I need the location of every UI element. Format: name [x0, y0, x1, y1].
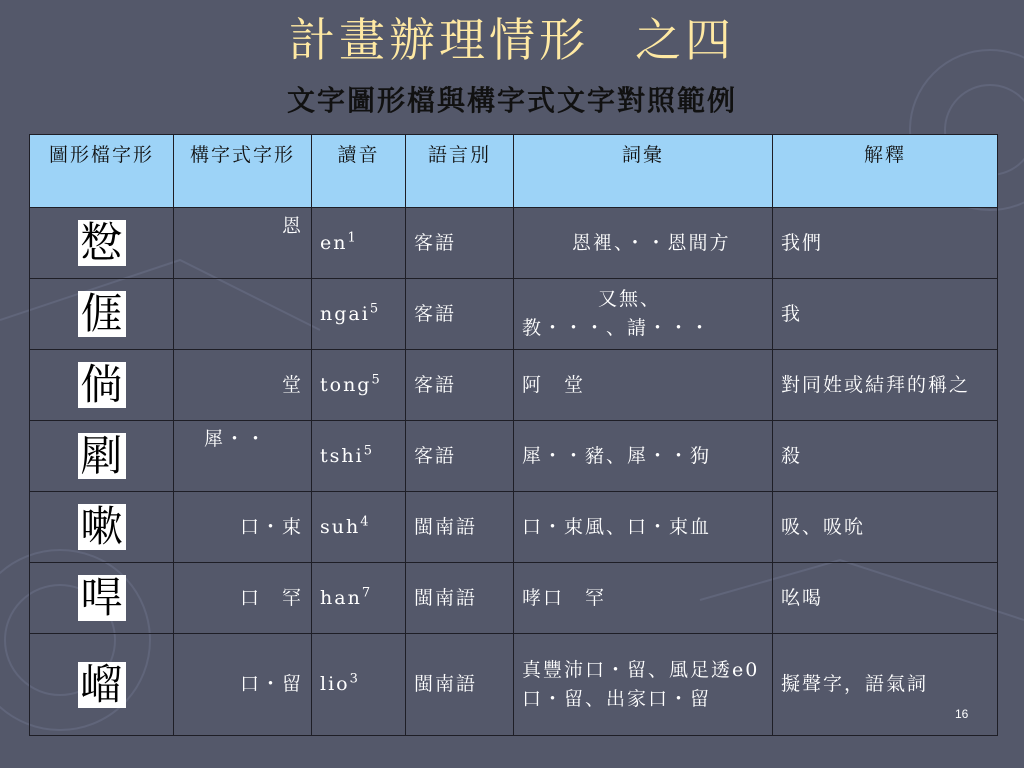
table-row: [30, 279, 998, 350]
language-cell: 客語: [406, 350, 514, 421]
language-cell: 閩南語: [406, 563, 514, 634]
language-cell: 客語: [406, 208, 514, 279]
reading-cell: [312, 634, 406, 736]
reading-cell: [312, 279, 406, 350]
composed-form-cell: 口・留: [174, 634, 312, 736]
slide-title-suffix: 之四: [635, 13, 735, 67]
header-composed-form: 構字式字形: [174, 135, 312, 208]
reading-text: suh: [320, 515, 361, 538]
language-cell: 客語: [406, 421, 514, 492]
meaning-cell: 對同姓或結拜的稱之: [773, 350, 998, 421]
glyph-image-cell: [30, 563, 174, 634]
slide-subtitle: 文字圖形檔與構字式文字對照範例: [286, 84, 737, 117]
glyph-image: 嗽: [78, 504, 126, 550]
tone-number: 1: [347, 230, 358, 246]
glyph-image: 㓾: [78, 433, 126, 479]
composed-form-cell: 堂: [174, 350, 312, 421]
reading-text: tshi: [320, 444, 364, 467]
reading-text: ngai: [320, 302, 370, 325]
reading-text: en: [320, 231, 348, 254]
glyph-image-cell: [30, 208, 174, 279]
header-language: 語言別: [406, 135, 514, 208]
glyph-image-cell: [30, 421, 174, 492]
header-reading: 讀音: [312, 135, 406, 208]
meaning-cell: 吆喝: [773, 563, 998, 634]
reading-cell: [312, 563, 406, 634]
glyph-image: 倘: [78, 362, 126, 408]
glyph-image: 㥹: [78, 220, 126, 266]
language-cell: 閩南語: [406, 492, 514, 563]
tone-number: 7: [361, 585, 373, 601]
table-row: [30, 563, 998, 634]
vocabulary-cell: 真豐沛口・留、風足透e0口・留、出家口・留: [514, 634, 773, 736]
slide-title-main: 計畫辦理情形: [289, 13, 589, 67]
language-cell: 閩南語: [406, 634, 514, 736]
comparison-table: [29, 134, 998, 736]
slide-title: [0, 10, 1024, 70]
glyph-image-cell: [30, 634, 174, 736]
header-glyph-image: 圖形檔字形: [30, 135, 174, 208]
reading-cell: [312, 421, 406, 492]
page-number: 16: [955, 707, 969, 721]
table-row: [30, 350, 998, 421]
language-cell: 客語: [406, 279, 514, 350]
composed-form-cell: 恩: [174, 208, 312, 279]
glyph-image: 嵧: [78, 662, 126, 708]
table-row: [30, 492, 998, 563]
vocabulary-cell: 恩裡、・・恩間方: [514, 208, 773, 279]
vocabulary-cell: 犀・・豬、犀・・狗: [514, 421, 773, 492]
vocabulary-cell: 哮口 罕: [514, 563, 773, 634]
reading-cell: [312, 208, 406, 279]
glyph-image: 哻: [78, 575, 126, 621]
meaning-cell: 吸、吸吮: [773, 492, 998, 563]
reading-text: lio: [320, 673, 350, 695]
meaning-cell: 擬聲字，語氣詞: [773, 634, 998, 736]
vocabulary-cell: 阿 堂: [514, 350, 773, 421]
tone-number: 5: [369, 301, 381, 317]
reading-text: tong: [320, 373, 372, 396]
tone-number: 5: [363, 443, 374, 459]
reading-cell: [312, 350, 406, 421]
table-row: [30, 421, 998, 492]
table-header-row: [30, 135, 998, 208]
glyph-image: 𠊎: [78, 291, 126, 337]
meaning-cell: 殺: [773, 421, 998, 492]
table-row: [30, 634, 998, 736]
tone-number: 5: [371, 372, 382, 388]
composed-form-cell: 口 罕: [174, 563, 312, 634]
glyph-image-cell: [30, 350, 174, 421]
meaning-cell: 我們: [773, 208, 998, 279]
composed-form-cell: [174, 279, 312, 350]
table-row: [30, 208, 998, 279]
composed-form-cell: 犀・・: [174, 421, 312, 492]
glyph-image-cell: [30, 492, 174, 563]
header-vocabulary: 詞彙: [514, 135, 773, 208]
reading-cell: [312, 492, 406, 563]
composed-form-cell: 口・束: [174, 492, 312, 563]
vocabulary-cell: 又無、教・・・、請・・・: [514, 279, 773, 350]
glyph-image-cell: [30, 279, 174, 350]
tone-number: 3: [349, 671, 360, 687]
header-meaning: 解釋: [773, 135, 998, 208]
meaning-cell: 我: [773, 279, 998, 350]
tone-number: 4: [360, 514, 371, 530]
vocabulary-cell: 口・束風、口・束血: [514, 492, 773, 563]
reading-text: han: [320, 586, 362, 609]
